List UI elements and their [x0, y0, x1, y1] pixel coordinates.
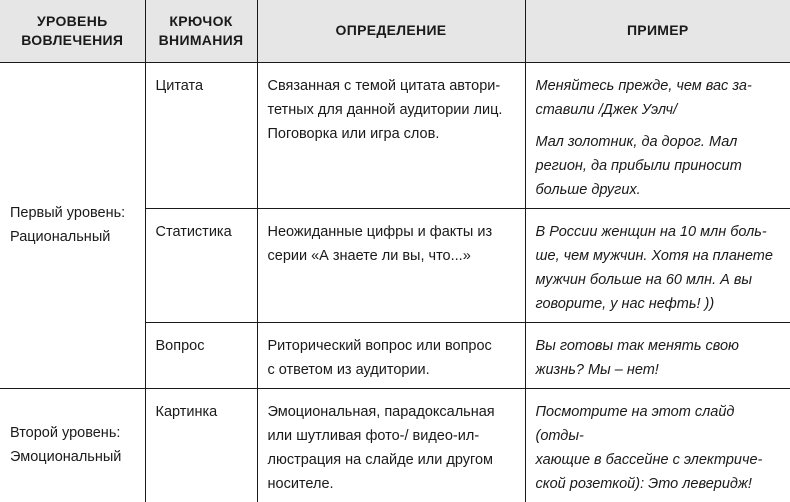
header-level	[0, 0, 145, 62]
hook-cell	[145, 322, 257, 388]
table-row	[0, 62, 790, 208]
example-cell	[525, 322, 790, 388]
example-cell	[525, 388, 790, 502]
header-definition: ОПРЕДЕЛЕНИЕ	[257, 0, 525, 62]
definition-cell	[257, 62, 525, 208]
hook-label: Картинка	[155, 403, 218, 420]
header-hook	[145, 0, 257, 62]
definition-line: тетных для данной аудитории лиц.	[267, 101, 503, 118]
header-hook-line2: ВНИМАНИЯ	[158, 31, 244, 48]
example-line: ше, чем мужчин. Хотя на планете	[535, 247, 773, 264]
hook-cell	[145, 62, 257, 208]
definition-cell	[257, 322, 525, 388]
example-line: Меняйтесь прежде, чем вас за-	[535, 77, 752, 94]
example-line: Посмотрите на этот слайд (отды-	[535, 403, 735, 444]
header-hook-line1: КРЮЧОК	[169, 12, 233, 29]
level-line: Первый уровень:	[10, 205, 126, 221]
level-line: Второй уровень:	[10, 425, 121, 441]
definition-line: Эмоциональная, парадоксальная	[267, 403, 495, 420]
header-level-line1: УРОВЕНЬ	[37, 12, 108, 29]
definition-line: или шутливая фото-/ видео-ил-	[267, 427, 480, 444]
example-paragraph	[536, 400, 781, 496]
definition-line: носителе.	[267, 475, 334, 492]
example-paragraph	[536, 74, 781, 122]
definition-line: серии «А знаете ли вы, что...»	[267, 247, 471, 264]
example-line: говорите, у нас нефть! ))	[535, 295, 715, 312]
definition-line: люстрация на слайде или другом	[267, 451, 493, 468]
hook-cell	[145, 388, 257, 502]
example-line: хающие в бассейне с электриче-	[535, 451, 763, 468]
example-paragraph	[536, 220, 781, 316]
example-line: регион, да прибыли приносит	[535, 157, 742, 174]
hook-label: Цитата	[155, 77, 204, 94]
hook-cell	[145, 208, 257, 322]
definition-line: с ответом из аудитории.	[267, 361, 430, 378]
header-example: ПРИМЕР	[525, 0, 790, 62]
example-line: ской розеткой): Это леверидж!	[535, 475, 752, 492]
example-line: жизнь? Мы – нет!	[535, 361, 659, 378]
example-line: Вы готовы так менять свою	[535, 337, 739, 354]
definition-line: Риторический вопрос или вопрос	[267, 337, 492, 354]
definition-cell	[257, 388, 525, 502]
example-line: мужчин больше на 60 млн. А вы	[535, 271, 753, 288]
example-line: Мал золотник, да дорог. Мал	[535, 133, 738, 150]
header-row	[0, 0, 790, 62]
example-cell	[525, 208, 790, 322]
definition-cell	[257, 208, 525, 322]
level-emotional	[0, 388, 145, 502]
level-line: Рациональный	[10, 229, 111, 245]
example-cell	[525, 62, 790, 208]
level-rational	[0, 62, 145, 388]
definition-line: Поговорка или игра слов.	[267, 125, 440, 142]
header-level-line2: ВОВЛЕЧЕНИЯ	[21, 31, 124, 48]
level-line: Эмоциональный	[10, 449, 122, 465]
example-line: больше других.	[535, 181, 641, 198]
example-line: ставили /Джек Уэлч/	[535, 101, 678, 118]
definition-line: Неожиданные цифры и факты из	[267, 223, 493, 240]
hook-label: Вопрос	[155, 337, 205, 354]
hook-label: Статистика	[155, 223, 232, 240]
example-line: В России женщин на 10 млн боль-	[535, 223, 767, 240]
example-paragraph	[536, 130, 781, 202]
table-row	[0, 388, 790, 502]
example-paragraph	[536, 334, 781, 382]
definition-line: Связанная с темой цитата автори-	[267, 77, 501, 94]
